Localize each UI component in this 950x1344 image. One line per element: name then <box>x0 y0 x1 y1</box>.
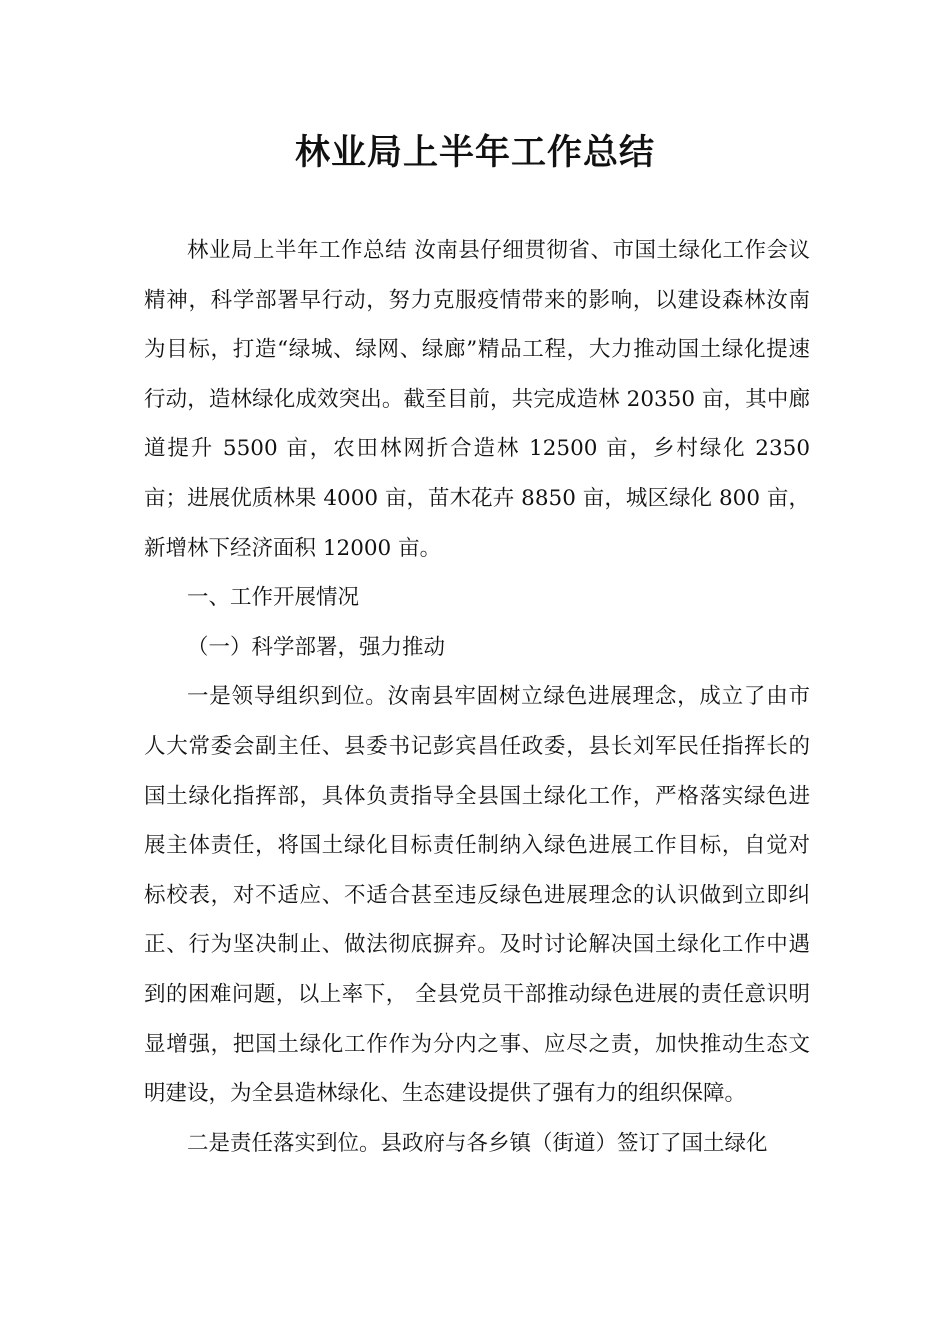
intro-paragraph: 林业局上半年工作总结 汝南县仔细贯彻省、市国土绿化工作会议精神，科学部署早行动，努力克服疫情带来的影响，以建设森林汝南为目标，打造“绿城、绿网、绿廊”精品工程，大力推动国土绿化提速行动，造林绿化成效突出。截至目前，共完成造林 20350 亩，其中廊道提升 5500 亩，农田林网折合造林 12500 亩，乡村绿化 2350 亩；进展优质林果 4000 亩，苗木花卉 8850 亩，城区绿化 800 亩，新增林下经济面积 12000 亩。 <box>144 238 810 561</box>
paragraph-leadership: 一是领导组织到位。汝南县牢固树立绿色进展理念，成立了由市人大常委会副主任、县委书记彭宾昌任政委，县长刘军民任指挥长的国土绿化指挥部，具体负责指导全县国土绿化工作，严格落实绿色进展主体责任，将国土绿化目标责任制纳入绿色进展工作目标，自觉对标校表，对不适应、不适合甚至违反绿色进展理念的认识做到立即纠正、行为坚决制止、做法彻底摒弃。及时讨论解决国土绿化工作中遇到的困难问题，以上率下， 全县党员干部推动绿色进展的责任意识明显增强，把国土绿化工作作为分内之事、应尽之责，加快推动生态文明建设，为全县造林绿化、生态建设提供了强有力的组织保障。 <box>144 684 810 1107</box>
document-body <box>144 226 810 1168</box>
document-title: 林业局上半年工作总结 <box>294 133 655 173</box>
paragraph-responsibility: 二是责任落实到位。县政府与各乡镇（街道）签订了国土绿化 <box>187 1130 768 1156</box>
subsection-heading-deployment: （一）科学部署，强力推动 <box>187 634 446 660</box>
section-heading-work-status: 一、工作开展情况 <box>187 585 360 611</box>
